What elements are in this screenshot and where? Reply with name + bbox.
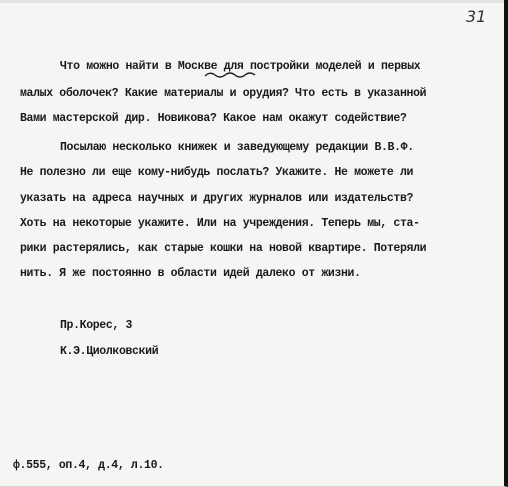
body-line-6: указать на адреса научных и других журналов или издательств? bbox=[20, 192, 414, 205]
body-line-7: Хоть на некоторые укажите. Или на учреждения. Теперь мы, ста- bbox=[20, 217, 420, 230]
body-line-3: Вами мастерской дир. Новикова? Какое нам окажут содействие? bbox=[20, 112, 407, 125]
body-line-1: Что можно найти в Москве для постройки моделей и первых bbox=[60, 60, 421, 73]
page-number: 31 bbox=[466, 7, 487, 26]
handwritten-squiggle-underline bbox=[204, 70, 256, 80]
body-line-2: малых оболочек? Какие материалы и орудия? Что есть в указанной bbox=[20, 87, 427, 100]
body-line-4: Посылаю несколько книжек и заведующему редакции В.В.Ф. bbox=[60, 141, 414, 154]
signature: К.Э.Циолковский bbox=[60, 345, 159, 358]
sender-address: Пр.Корес, 3 bbox=[60, 319, 133, 332]
page-top-edge bbox=[0, 0, 504, 3]
body-line-8: рики растерялись, как старые кошки на новой квартире. Потеряли bbox=[20, 242, 427, 255]
archive-reference: ф.555, оп.4, д.4, л.10. bbox=[13, 459, 164, 472]
body-line-9: нить. Я же постоянно в области идей далеко от жизни. bbox=[20, 267, 361, 280]
body-line-5: Не полезно ли еще кому-нибудь послать? Укажите. Не можете ли bbox=[20, 166, 414, 179]
